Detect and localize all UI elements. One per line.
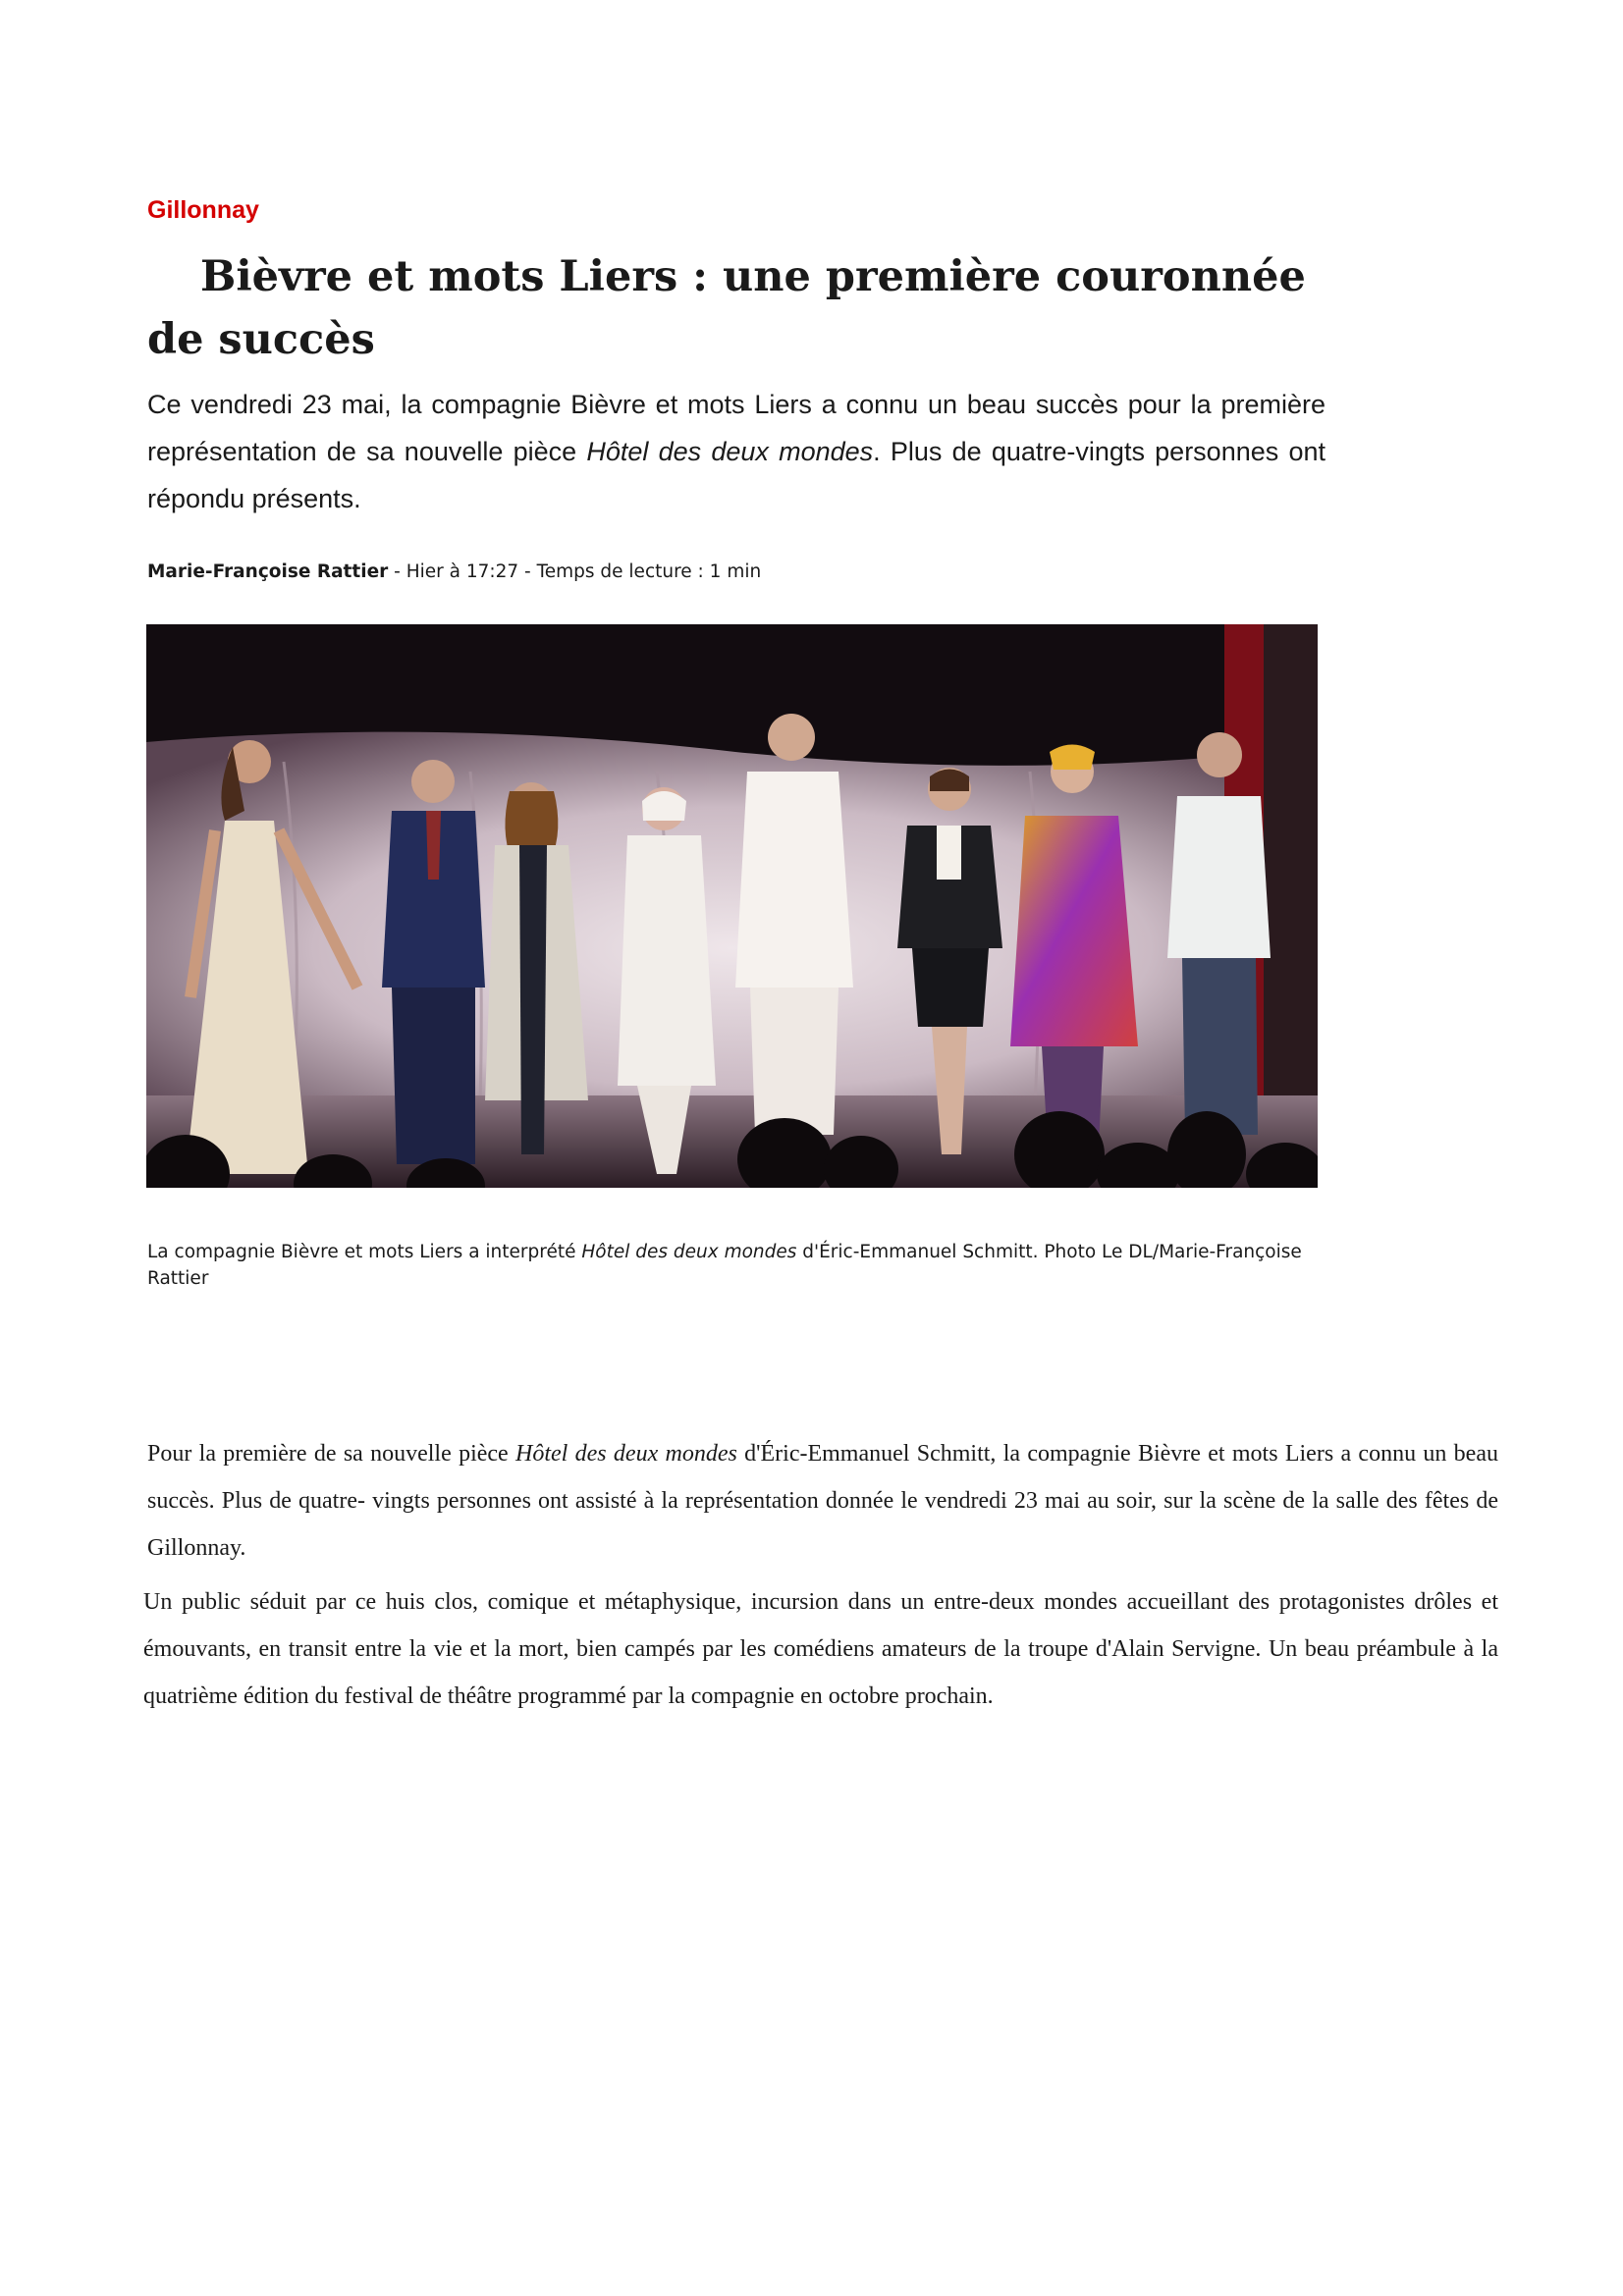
article-lead (147, 381, 1325, 522)
section-kicker: Gillonnay (147, 196, 259, 224)
byline-meta: - Hier à 17:27 - Temps de lecture : 1 min (388, 561, 762, 582)
stage-photo-illustration (146, 624, 1318, 1188)
byline (147, 561, 761, 582)
article-photo (146, 624, 1318, 1188)
caption-text-end: d'Éric-Emmanuel Schmitt. Photo Le DL/Marie-Françoise Rattier (147, 1242, 1302, 1289)
lead-play-title: Hôtel des deux mondes (586, 437, 874, 466)
caption-text-start: La compagnie Bièvre et mots Liers a interprété (147, 1242, 582, 1262)
body-paragraph-2: Un public séduit par ce huis clos, comique et métaphysique, incursion dans un entre-deux mondes accueillant des protagonistes drôles et émouvants, en transit entre la vie et la mort, bien campés par les comédiens amateurs de la troupe d'Alain Servigne. Un beau préambule à la quatrième édition du festival de théâtre programmé par la compagnie en octobre prochain. (143, 1589, 1498, 1709)
p1-text-start: Pour la première de sa nouvelle pièce (147, 1441, 515, 1467)
p1-play-title: Hôtel des deux mondes (515, 1441, 737, 1467)
lead-text-end: . Plus de quatre-vingts personnes ont répondu présents. (147, 437, 1325, 513)
article-headline: Bièvre et mots Liers : une première couronnée de succès (147, 252, 1306, 364)
body-paragraph-1 (147, 1430, 1498, 1572)
caption-play-title: Hôtel des deux mondes (581, 1242, 797, 1262)
lead-text-start: Ce vendredi 23 mai, la compagnie Bièvre et mots Liers a connu un beau succès pour la première représentation de sa nouvelle pièce (147, 390, 1325, 466)
photo-caption (147, 1239, 1316, 1292)
p1-text-end: d'Éric-Emmanuel Schmitt, la compagnie Bièvre et mots Liers a connu un beau succès. Plus de quatre- vingts personnes ont assisté à la représentation donnée le vendredi 23 mai au soir, sur la scène de la salle des fêtes de Gillonnay. (147, 1441, 1498, 1561)
byline-author: Marie-Françoise Rattier (147, 561, 389, 582)
